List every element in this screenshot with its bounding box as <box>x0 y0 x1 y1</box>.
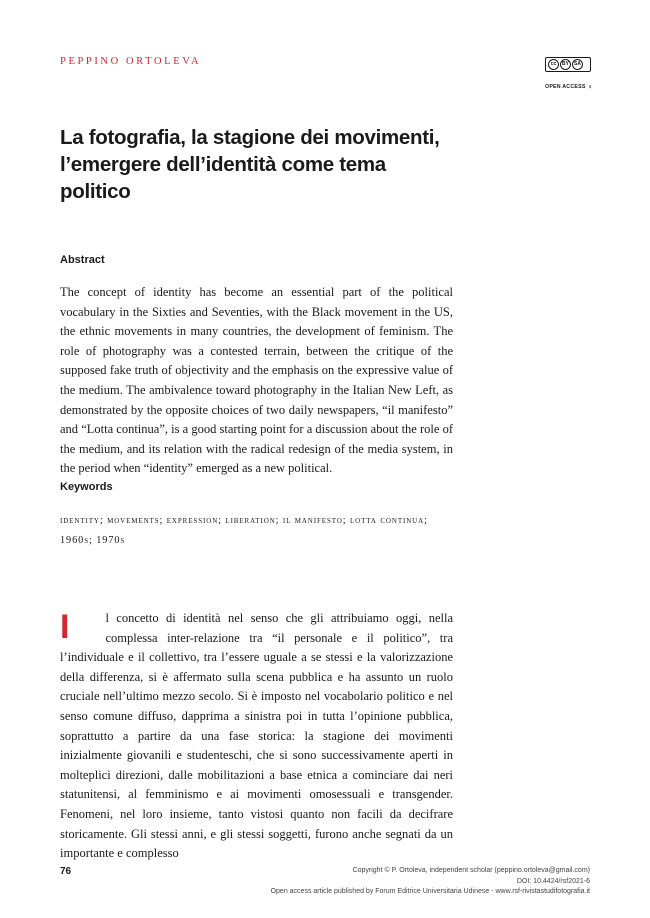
body-text: l concetto di identità nel senso che gli attribuiamo oggi, nella complessa inter-relazione tra “il personale e il politico”, tra l’individuale e il collettivo, tra l’essere uguale a se stessi e la valorizzazione della differenza, si è affermato sulla scena pubblica e ha assunto un ruolo cruciale nell’ultimo mezzo secolo. Si è imposto nel vocabolario politico e nel senso comune diffuso, dapprima a sinistra poi in tutta l’opinione pubblica, soprattutto a partire da una fase storica: la stagione dei movimenti inizialmente giovanili e studenteschi, che si sono successivamente aperti in molteplici direzioni, dalle mobilitazioni a base etnica a cominciare dai neri statunitensi, al femminismo e ai movimenti omosessuali e transgender. Fenomeni, nel loro insieme, tanto vistosi quanto non facili da decifrare storicamente. Gli stessi anni, e gli stessi soggetti, furono anche segnati da un importante e complesso <box>60 611 453 861</box>
open-access-label: OPEN ACCESS <box>545 83 586 90</box>
copyright-line: Copyright © P. Ortoleva, independent scholar (peppino.ortoleva@gmail.com) <box>352 867 590 874</box>
attribution-icon: BY <box>560 59 571 70</box>
drop-cap: I <box>60 608 70 646</box>
abstract-heading: Abstract <box>60 254 105 266</box>
open-access-badge <box>545 81 591 92</box>
license-block <box>545 57 591 92</box>
author-name: PEPPINO ORTOLEVA <box>60 56 202 67</box>
article-title: La fotografia, la stagione dei movimenti, l’emergere dell’identità come tema politico <box>60 126 440 203</box>
abstract-text: The concept of identity has become an essential part of the political vocabulary in the Sixties and Seventies, with the Black movement in the US, the ethnic movements in many countries, the development of feminism. The role of photography was a contested terrain, between the critique of the supposed fake truth of objectivity and the emphasis on the expressive value of the medium. The ambivalence toward photography in the Italian New Left, as demonstrated by the opposite choices of two daily newspapers, “il manifesto” and “Lotta continua”, is a good starting point for a discussion about the role of the medium, and its relation with the radical redesign of the media system, in the period when “identity” emerged as a new political. <box>60 285 453 476</box>
page-number: 76 <box>60 866 72 877</box>
share-alike-icon: SA <box>572 59 583 70</box>
body-paragraph <box>60 609 453 864</box>
cc-license-badge[interactable] <box>545 57 591 72</box>
open-lock-icon <box>589 81 591 92</box>
keywords-list: identity; movements; expression; liberation; il manifesto; lotta continua; 1960s; 1970s <box>60 515 428 546</box>
keywords-heading: Keywords <box>60 481 113 493</box>
doi-line: DOI: 10.4424/rsf2021-6 <box>516 877 590 885</box>
footer <box>170 866 590 898</box>
publisher-line: Open access article published by Forum Editrice Universitaria Udinese - www.rsf-rivistastudifotografia.it <box>270 888 590 895</box>
cc-icon: cc <box>548 59 559 70</box>
